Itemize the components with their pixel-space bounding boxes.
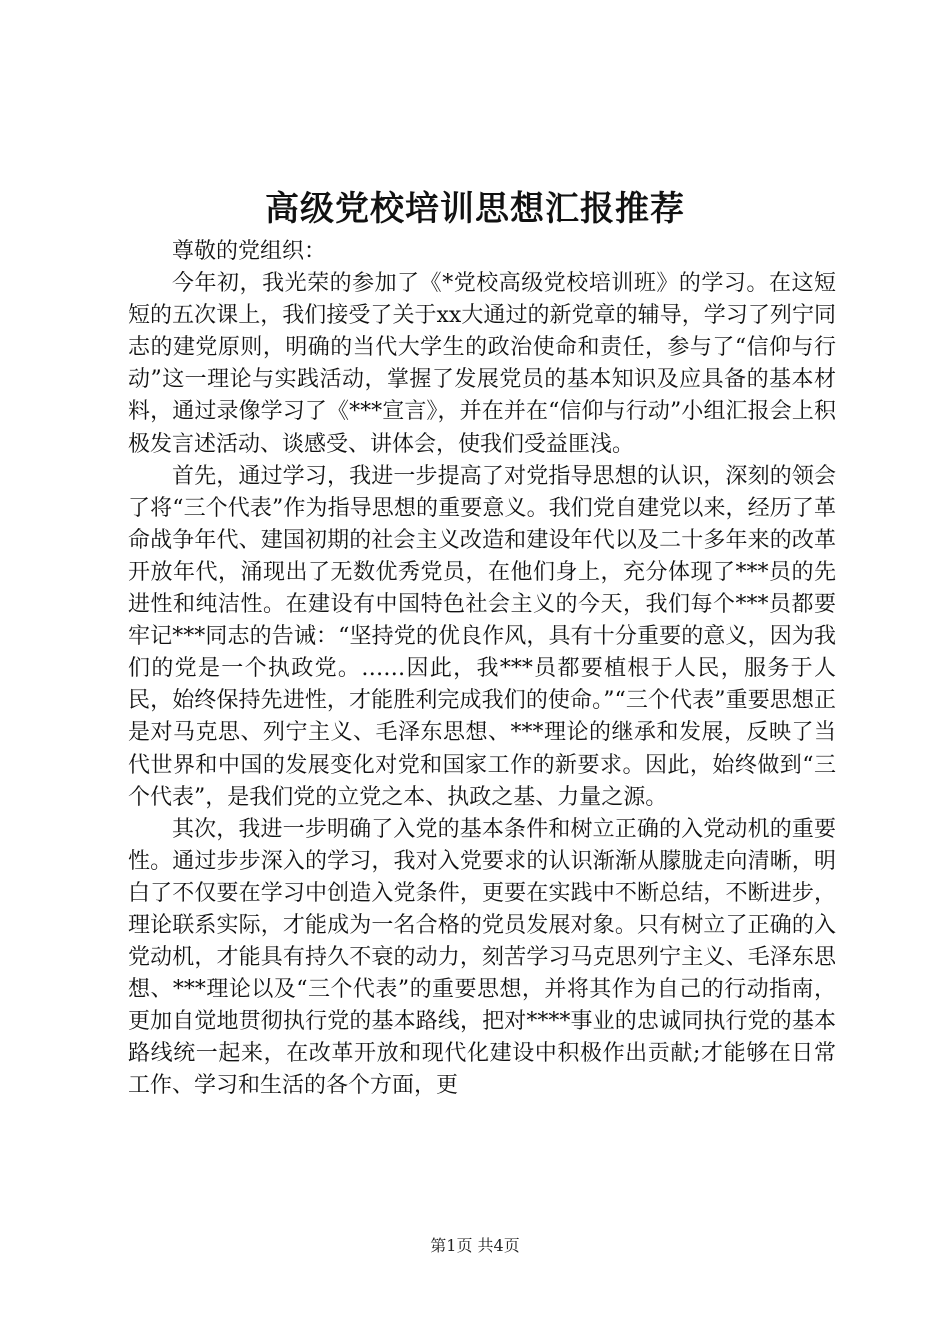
page-number-footer: 第1页 共4页	[430, 1236, 520, 1255]
document-body	[128, 236, 836, 1103]
paragraph-2: 首先，通过学习，我进一步提高了对党指导思想的认识，深刻的领会了将“三个代表”作为指导思想的重要意义。我们党自建党以来，经历了革命战争年代、建国初期的社会主义改造和建设年代以及二十多年来的改革开放年代，涌现出了无数优秀党员，在他们身上，充分体现了***员的先进性和纯洁性。在建设有中国特色社会主义的今天，我们每个***员都要牢记***同志的告诫：“坚持党的优良作风，具有十分重要的意义，因为我们的党是一个执政党。……因此，我***员都要植根于人民，服务于人民，始终保持先进性，才能胜利完成我们的使命。”“三个代表”重要思想正是对马克思、列宁主义、毛泽东思想、***理论的继承和发展，反映了当代世界和中国的发展变化对党和国家工作的新要求。因此，始终做到“三个代表”，是我们党的立党之本、执政之基、力量之源。	[128, 463, 836, 810]
paragraph-3: 其次，我进一步明确了入党的基本条件和树立正确的入党动机的重要性。通过步步深入的学习，我对入党要求的认识渐渐从朦胧走向清晰，明白了不仅要在学习中创造入党条件，更要在实践中不断总结，不断进步，理论联系实际，才能成为一名合格的党员发展对象。只有树立了正确的入党动机，才能具有持久不衰的动力，刻苦学习马克思列宁主义、毛泽东思想、***理论以及“三个代表”的重要思想，并将其作为自己的行动指南，更加自觉地贯彻执行党的基本路线，把对****事业的忠诚同执行党的基本路线统一起来，在改革开放和现代化建设中积极作出贡献;才能够在日常工作、学习和生活的各个方面，更	[128, 816, 836, 1099]
document-title: 高级党校培训思想汇报推荐	[265, 189, 685, 229]
paragraph-1: 今年初，我光荣的参加了《*党校高级党校培训班》的学习。在这短短的五次课上，我们接受了关于xx大通过的新党章的辅导，学习了列宁同志的建党原则，明确的当代大学生的政治使命和责任，参与了“信仰与行动”这一理论与实践活动，掌握了发展党员的基本知识及应具备的基本材料，通过录像学习了《***宣言》，并在并在“信仰与行动”小组汇报会上积极发言述活动、谈感受、讲体会，使我们受益匪浅。	[128, 271, 836, 457]
salutation: 尊敬的党组织：	[172, 239, 327, 264]
